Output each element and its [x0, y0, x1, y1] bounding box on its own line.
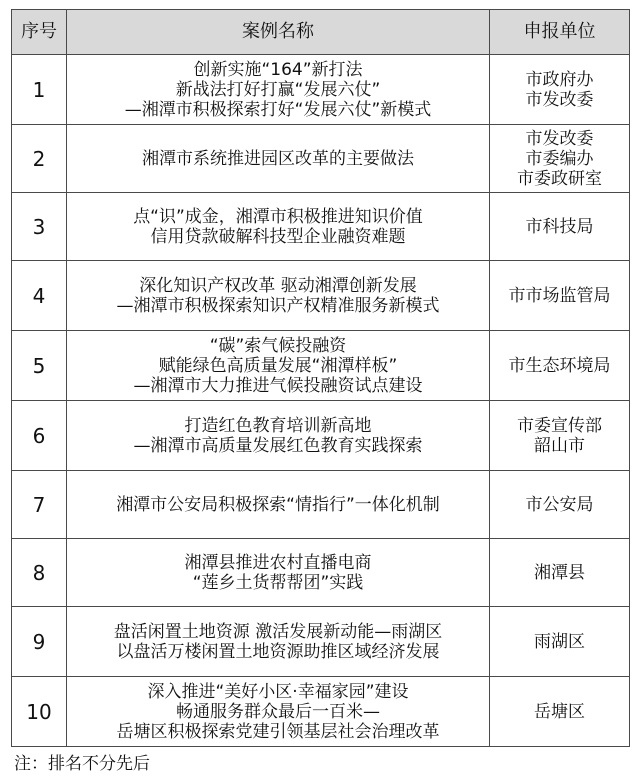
case-name-cell [67, 401, 490, 471]
applicant-unit-cell [490, 607, 630, 677]
applicant-unit-line: 市发改委 [525, 128, 594, 149]
table-header-row [12, 10, 630, 55]
case-name-line: —湘潭市高质量发展红色教育实践探索 [133, 435, 423, 456]
case-name-line: 点“识”成金，湘潭市积极推进知识价值 [133, 206, 423, 227]
case-name-line: 湘潭县推进农村直播电商 [184, 552, 372, 573]
case-name-cell [67, 261, 490, 331]
case-name-cell [67, 55, 490, 125]
table-row [12, 331, 630, 401]
applicant-unit-line: 市市场监管局 [508, 285, 611, 306]
applicant-unit-cell [490, 193, 630, 261]
table-row [12, 471, 630, 539]
row-number: 3 [12, 193, 67, 261]
case-name-line: —湘潭市大力推进气候投融资试点建设 [133, 375, 423, 396]
case-name-line: 创新实施“164”新打法 [193, 59, 363, 80]
applicant-unit-line: 韶山市 [534, 435, 585, 456]
row-number: 2 [12, 125, 67, 193]
table-body [12, 55, 630, 747]
applicant-unit-cell [490, 261, 630, 331]
applicant-unit-line: 市发改委 [525, 89, 594, 110]
applicant-unit-cell [490, 125, 630, 193]
case-name-cell [67, 193, 490, 261]
case-name-line: 岳塘区积极探索党建引领基层社会治理改革 [116, 721, 440, 742]
case-name-line: 赋能绿色高质量发展“湘潭样板” [158, 355, 398, 376]
applicant-unit-cell [490, 401, 630, 471]
table-row [12, 677, 630, 747]
row-number: 4 [12, 261, 67, 331]
table-row [12, 125, 630, 193]
row-number: 5 [12, 331, 67, 401]
case-name-cell [67, 125, 490, 193]
case-name-line: —湘潭市积极探索知识产权精准服务新模式 [116, 295, 440, 316]
case-name-line: 畅通服务群众最后一百米— [176, 701, 380, 722]
case-name-line: “莲乡土货帮帮团”实践 [192, 572, 364, 593]
table-row [12, 401, 630, 471]
case-name-line: 湘潭市系统推进园区改革的主要做法 [142, 148, 414, 169]
applicant-unit-cell [490, 677, 630, 747]
applicant-unit-line: 市生态环境局 [508, 355, 611, 376]
applicant-unit-line: 市委政研室 [517, 168, 602, 189]
applicant-unit-cell [490, 55, 630, 125]
header-unit: 申报单位 [490, 10, 630, 55]
header-no: 序号 [12, 10, 67, 55]
applicant-unit-line: 湘潭县 [534, 562, 585, 583]
case-name-line: 信用贷款破解科技型企业融资难题 [150, 226, 406, 247]
applicant-unit-line: 雨湖区 [534, 631, 585, 652]
case-name-cell [67, 539, 490, 607]
applicant-unit-cell [490, 471, 630, 539]
table-row [12, 193, 630, 261]
applicant-unit-line: 市政府办 [525, 69, 594, 90]
table-row [12, 261, 630, 331]
case-name-line: 打造红色教育培训新高地 [184, 415, 372, 436]
case-name-cell [67, 607, 490, 677]
case-name-cell [67, 331, 490, 401]
table-row [12, 539, 630, 607]
table-row [12, 607, 630, 677]
case-name-line: 以盘活万楼闲置土地资源助推区域经济发展 [116, 641, 440, 662]
header-name: 案例名称 [67, 10, 490, 55]
applicant-unit-cell [490, 539, 630, 607]
row-number: 10 [12, 677, 67, 747]
row-number: 1 [12, 55, 67, 125]
case-name-line: 深化知识产权改革 驱动湘潭创新发展 [139, 275, 417, 296]
case-name-cell [67, 471, 490, 539]
case-name-line: —湘潭市积极探索打好“发展六仗”新模式 [124, 99, 432, 120]
row-number: 9 [12, 607, 67, 677]
row-number: 7 [12, 471, 67, 539]
case-table [11, 9, 630, 747]
applicant-unit-line: 市公安局 [525, 494, 594, 515]
table-row [12, 55, 630, 125]
applicant-unit-cell [490, 331, 630, 401]
case-name-line: 湘潭市公安局积极探索“情指行”一体化机制 [116, 494, 440, 515]
case-name-line: “碳”索气候投融资 [209, 335, 347, 356]
row-number: 8 [12, 539, 67, 607]
applicant-unit-line: 市委宣传部 [517, 415, 602, 436]
row-number: 6 [12, 401, 67, 471]
case-name-line: 深入推进“美好小区·幸福家园”建设 [147, 681, 409, 702]
applicant-unit-line: 市科技局 [525, 216, 594, 237]
case-name-line: 新战法打好打赢“发展六仗” [175, 79, 381, 100]
applicant-unit-line: 市委编办 [525, 148, 594, 169]
case-name-cell [67, 677, 490, 747]
case-name-line: 盘活闲置土地资源 激活发展新动能—雨湖区 [113, 621, 443, 642]
footnote: 注：排名不分先后 [14, 754, 150, 774]
applicant-unit-line: 岳塘区 [534, 701, 585, 722]
